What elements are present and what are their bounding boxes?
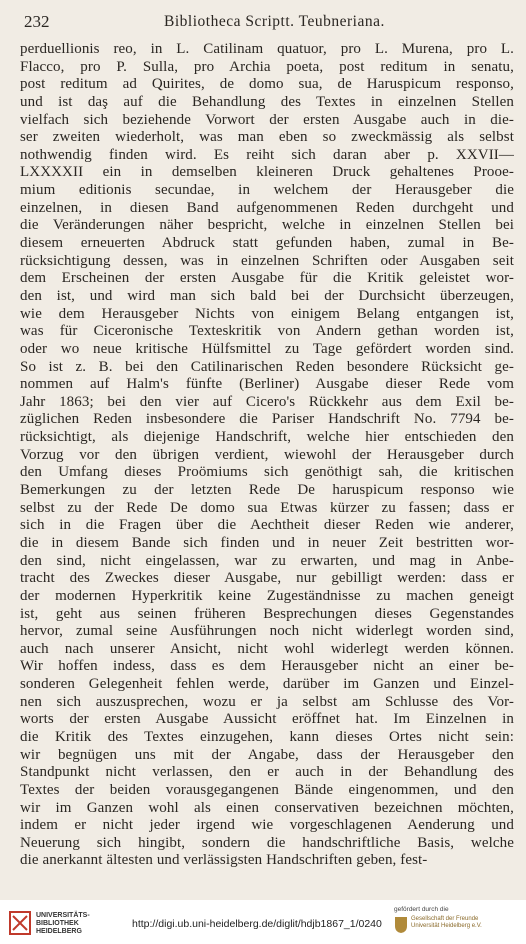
text-line: rücksichtigung dessen, was in einzelnen Schriften oder Ausgaben seit <box>20 252 514 269</box>
text-line: den sind, nicht eingelassen, war zu erwarten, und mag in Anbe- <box>20 552 514 569</box>
text-line: worts der ersten Ausgabe Aussicht eröffnet hat. Im Einzelnen in <box>20 711 514 728</box>
text-line: Standpunkt nicht verlassen, den er auch in der Behandlung des <box>20 764 514 781</box>
text-line: züglichen Reden insbesondere die Pariser Handschrift No. 7794 be- <box>20 411 514 428</box>
text-line: die anerkannt ältesten und verlässigsten Handschriften geben, fest- <box>20 852 428 869</box>
text-line: rücksichtigt, als diejenige Handschrift, welche hier entschieden den <box>20 429 514 446</box>
text-line: vielfach sich beziehende Vorwort der ersten Ausgabe auch in die- <box>20 111 514 128</box>
text-line: nen sich auszusprechen, wozu er ja selbst am Schlusse des Vor- <box>20 693 514 710</box>
text-line: nommen auf Halm's fünfte (Berliner) Ausgabe dieser Rede vom <box>20 376 514 393</box>
text-line: auch nach unserer Ansicht, nicht wohl widerlegt werden können. <box>20 640 514 657</box>
text-line: ist, geht aus seinen früheren Besprechungen dieses Gegenstandes <box>20 605 514 622</box>
library-logo-text: UNIVERSITÄTS- BIBLIOTHEK HEIDELBERG <box>36 912 90 935</box>
text-line: nothwendig finden wird. Es reiht sich daran aber p. XXVII— <box>20 146 514 163</box>
text-line: wir begnügen uns mit der Angabe, dass der Herausgeber den <box>20 746 514 763</box>
text-line: sonderen Gelegenheit fehlen werde, darüber im Ganzen und Einzel- <box>20 676 514 693</box>
library-logo <box>8 910 90 938</box>
text-line: Bemerkungen zu der letzten Rede De haruspicum responso wie <box>20 482 514 499</box>
text-line: der modernen Hyperkritik keine Zugeständnisse zu machen geneigt <box>20 587 514 604</box>
funding-credit <box>394 906 522 942</box>
body-text <box>20 41 514 870</box>
footer-bar <box>0 900 526 944</box>
text-line: ser zweiten wiederholt, was man eben so zweckmässig als selbst <box>20 129 514 146</box>
funding-text: Gesellschaft der Freunde Universität Heidelberg e.V. <box>411 916 482 929</box>
source-url-link[interactable]: http://digi.ub.uni-heidelberg.de/diglit/hdjb1867_1/0240 <box>132 918 382 930</box>
text-line: Textes der beiden vorausgegangenen Bände eingenommen, und den <box>20 781 514 798</box>
text-line: post reditum ad Quirites, de domo sua, de Haruspicum responso, <box>20 76 514 93</box>
library-crest-icon <box>8 910 32 936</box>
text-line: die Kritik des Textes einzugehen, kann dieses Ortes nicht sein: <box>20 728 514 745</box>
text-line: Vorzug vor den übrigen verdient, wiewohl der Herausgeber durch <box>20 446 514 463</box>
text-line: die Veränderungen näher bespricht, welche in einzelnen Stellen bei <box>20 217 514 234</box>
text-line: wie dem Herausgeber Nichts von einigem Belang entgangen ist, <box>20 305 514 322</box>
text-line: mium editionis secundae, in welchem der Herausgeber die <box>20 182 514 199</box>
text-line: was für Ciceronische Texteskritik von Andern gethan worden ist, <box>20 323 514 340</box>
text-line: wir im Ganzen wohl als einen conservativen bezeichnen möchten, <box>20 799 514 816</box>
text-line: perduellionis reo, in L. Catilinam quatuor, pro L. Murena, pro L. <box>20 41 514 57</box>
text-line: indem er nicht jeder irgend wie vorgeschlagenen Aenderung und <box>20 817 514 834</box>
text-line: die in diesem Bande sich finden und in neuer Zeit bestritten wor- <box>20 534 514 551</box>
text-line: oder wo neue kritische Hülfsmittel zu Tage gefördert worden sind. <box>20 340 514 357</box>
text-line: den Umfang dieses Proömiums sich genöthigt sah, die kritischen <box>20 464 514 481</box>
page-number: 232 <box>24 12 50 31</box>
text-line: diesem erneuerten Abdruck statt gefunden haben, zumal in Be- <box>20 235 514 252</box>
funding-crest-icon <box>394 916 408 934</box>
text-line: So ist z. B. bei den Catilinarischen Reden besondere Rücksicht ge- <box>20 358 514 375</box>
text-line: selbst zu der Rede De domo sua Etwas kürzer zu fassen; dass er <box>20 499 514 516</box>
text-line: Wir hoffen indess, dass es dem Herausgeber nicht an einer be- <box>20 658 514 675</box>
text-line: den ist, und wird man sich bald bei der Durchsicht überzeugen, <box>20 287 514 304</box>
text-line: sich in die Fragen über die Aechtheit dieser Reden wie anderer, <box>20 517 514 534</box>
text-line: dem Erscheinen der ersten Ausgabe für die Kritik geleistet wor- <box>20 270 514 287</box>
text-line: einzelnen, in diesen Band aufgenommenen Reden durchgeht und <box>20 199 514 216</box>
page-header <box>24 12 512 34</box>
text-line: hervor, zumal seine Ausführungen noch nicht widerlegt worden sind, <box>20 623 514 640</box>
text-line: Flacco, pro P. Sulla, pro Archia poeta, post reditum in senatu, <box>20 58 514 75</box>
running-head: Bibliotheca Scriptt. Teubneriana. <box>164 13 385 30</box>
text-line: tracht des Zweckes dieser Ausgabe, nur gebilligt werden: dass er <box>20 570 514 587</box>
funding-label: gefördert durch die <box>394 906 449 913</box>
text-line: Jahr 1863; bei den vier auf Cicero's Rückkehr aus dem Exil be- <box>20 393 514 410</box>
text-line: LXXXXII ein in demselben kleineren Druck gehaltenes Prooe- <box>20 164 514 181</box>
text-line: und ist daş auf die Behandlung des Textes in einzelnen Stellen <box>20 93 514 110</box>
text-line: Neuerung sich hingibt, sondern die handschriftliche Basis, welche <box>20 834 514 851</box>
